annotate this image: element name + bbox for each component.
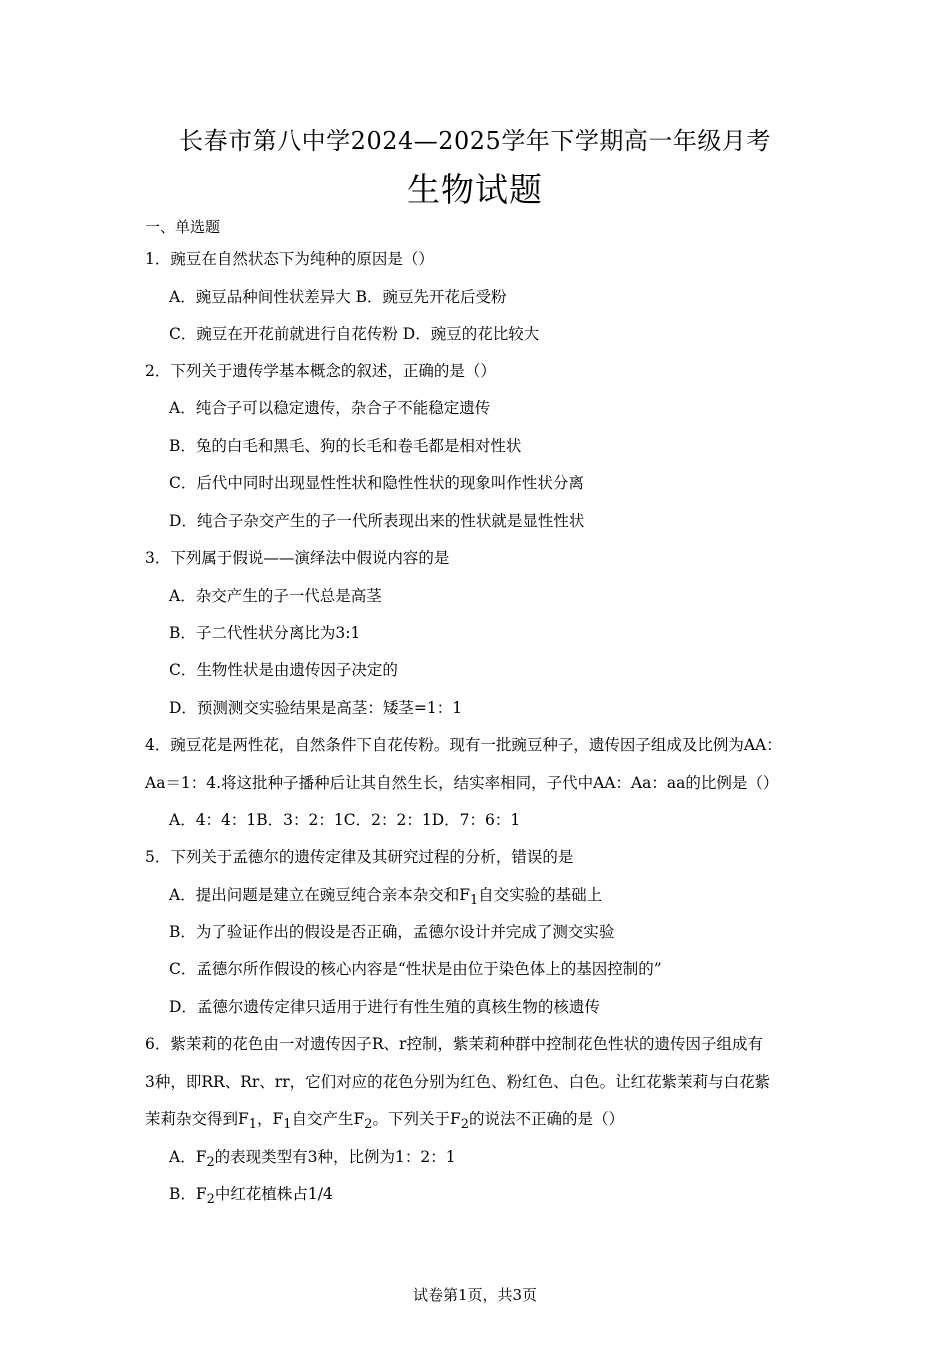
question-2-option-d: D．纯合子杂交产生的子一代所表现出来的性状就是显性性状 [169, 512, 585, 530]
question-3-stem: 3．下列属于假说——演绎法中假说内容的是 [145, 549, 450, 567]
question-6-option-a: A．$F_2$的表现类型有3种，比例为1：2：1 [169, 1148, 456, 1171]
question-3-option-c: C．生物性状是由遗传因子决定的 [169, 661, 398, 679]
question-1-stem: 1．豌豆在自然状态下为纯种的原因是（） [145, 250, 434, 268]
question-5-option-c: C．孟德尔所作假设的核心内容是“性状是由位于染色体上的基因控制的” [169, 960, 662, 978]
section-heading: 一、单选题 [145, 218, 221, 236]
question-3-option-a: A．杂交产生的子一代总是高茎 [169, 587, 382, 605]
question-2-stem: 2．下列关于遗传学基本概念的叙述，正确的是（） [145, 362, 496, 380]
question-2-option-c: C．后代中同时出现显性性状和隐性性状的现象叫作性状分离 [169, 474, 584, 492]
question-3-option-b: B．子二代性状分离比为3:1 [169, 624, 361, 642]
question-4-options: A．4：4：1B．3：2：1C．2：2：1D．7：6：1 [169, 811, 521, 829]
question-3-option-d: D．预测测交实验结果是高茎：矮茎=1：1 [169, 699, 463, 717]
question-2-option-b: B．兔的白毛和黑毛、狗的长毛和卷毛都是相对性状 [169, 437, 522, 455]
question-5-option-b: B．为了验证作出的假设是否正确，孟德尔设计并完成了测交实验 [169, 923, 615, 941]
exam-title: 长春市第八中学2024—2025学年下学期高一年级月考 [179, 127, 771, 155]
question-5-option-a: A．提出问题是建立在豌豆纯合亲本杂交和$F_1$自交实验的基础上 [169, 886, 603, 909]
question-6-stem-line3: 茉莉杂交得到$F_1$，$F_1$自交产生$F_2$。下列关于$F_2$的说法不正确的是（） [145, 1110, 624, 1133]
question-5-stem: 5．下列关于孟德尔的遗传定律及其研究过程的分析，错误的是 [145, 848, 574, 866]
question-1-options-cd: C．豌豆在开花前就进行自花传粉 D．豌豆的花比较大 [169, 325, 540, 343]
question-6-stem-line2: 3种，即RR、Rr、rr，它们对应的花色分别为红色、粉红色、白色。让红花紫茉莉与白花紫 [145, 1073, 771, 1091]
question-6-stem-line1: 6．紫茉莉的花色由一对遗传因子R、r控制，紫茉莉种群中控制花色性状的遗传因子组成有 [145, 1035, 763, 1053]
question-4-stem-line1: 4．豌豆花是两性花，自然条件下自花传粉。现有一批豌豆种子，遗传因子组成及比例为AA： [145, 736, 782, 754]
exam-subject: 生物试题 [407, 170, 543, 209]
question-5-option-d: D．孟德尔遗传定律只适用于进行有性生殖的真核生物的核遗传 [169, 998, 600, 1016]
question-6-option-b: B．$F_2$中红花植株占1/4 [169, 1185, 333, 1208]
page-footer: 试卷第1页，共3页 [412, 1286, 538, 1304]
question-1-options-ab: A．豌豆品种间性状差异大 B．豌豆先开花后受粉 [169, 288, 507, 306]
question-2-option-a: A．纯合子可以稳定遗传，杂合子不能稳定遗传 [169, 399, 491, 417]
question-4-stem-line2: Aa＝1：4.将这批种子播种后让其自然生长，结实率相同，子代中AA：Aa：aa的比例是（） [145, 774, 779, 792]
